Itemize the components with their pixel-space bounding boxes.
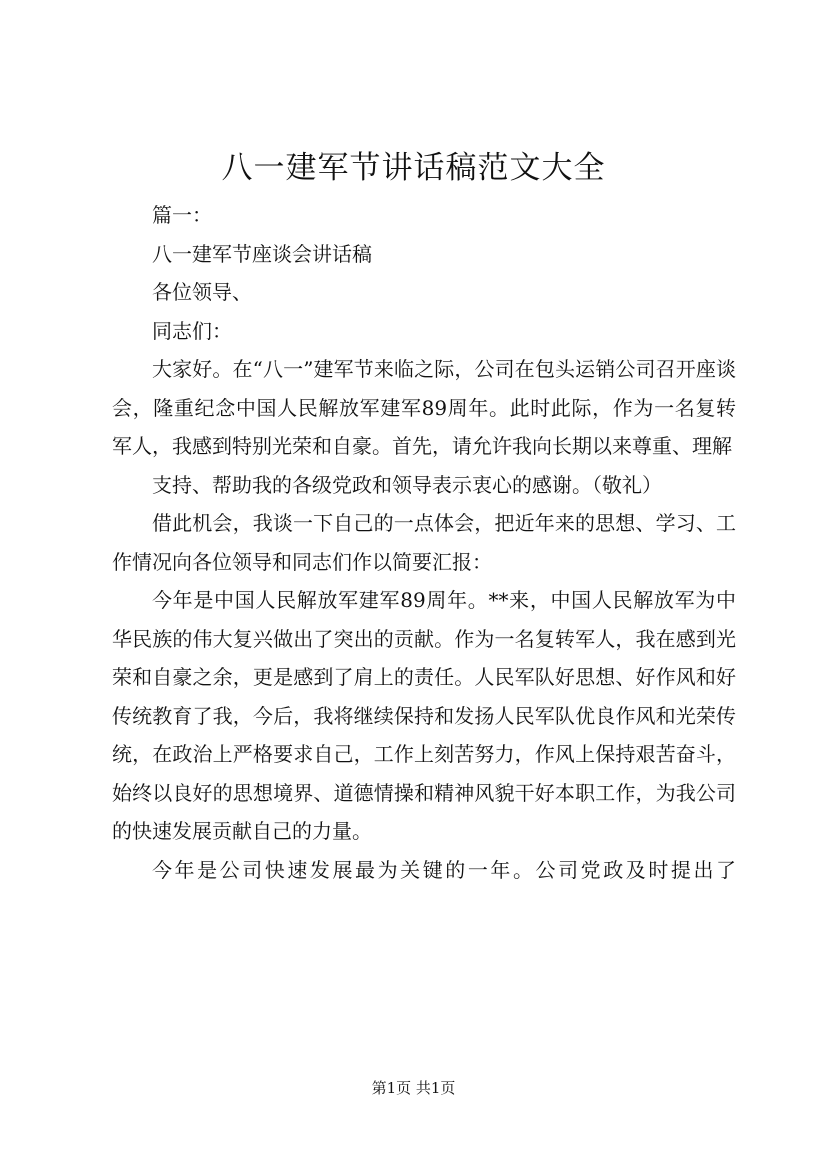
document-body [112, 196, 736, 889]
paragraph-salutation-1: 各位领导、 [152, 280, 252, 304]
paragraph-anniversary: 今年是中国人民解放军建军89周年。**来，中国人民解放军为中华民族的伟大复兴做出了突出的贡献。作为一名复转军人，我在感到光荣和自豪之余，更是感到了肩上的责任。人民军队好思想、好作风和好传统教育了我，今后，我将继续保持和发扬人民军队优良作风和光荣传统，在政治上严格要求自己，工作上刻苦努力，作风上保持艰苦奋斗，始终以良好的思想境界、道德情操和精神风貌干好本职工作，为我公司的快速发展贡献自己的力量。 [112, 588, 736, 843]
paragraph-salutation-2: 同志们： [152, 318, 232, 343]
paragraph-report-intro: 借此机会，我谈一下自己的一点体会，把近年来的思想、学习、工作情况向各位领导和同志们作以简要汇报： [112, 511, 736, 574]
document-title: 八一建军节讲话稿范文大全 [221, 150, 606, 186]
page-footer: 第1页 共1页 [371, 1079, 456, 1097]
paragraph-section-label: 篇一： [152, 203, 212, 227]
paragraph-subtitle: 八一建军节座谈会讲话稿 [152, 241, 372, 266]
paragraph-thanks: 支持、帮助我的各级党政和领导表示衷心的感谢。（敬礼） [152, 472, 662, 497]
paragraph-greeting: 大家好。在“八一”建军节来临之际，公司在包头运销公司召开座谈会，隆重纪念中国人民解放军建军89周年。此时此际，作为一名复转军人，我感到特别光荣和自豪。首先，请允许我向长期以来尊重、理解 [112, 357, 736, 458]
paragraph-company-year: 今年是公司快速发展最为关键的一年。公司党政及时提出了 [152, 857, 736, 882]
